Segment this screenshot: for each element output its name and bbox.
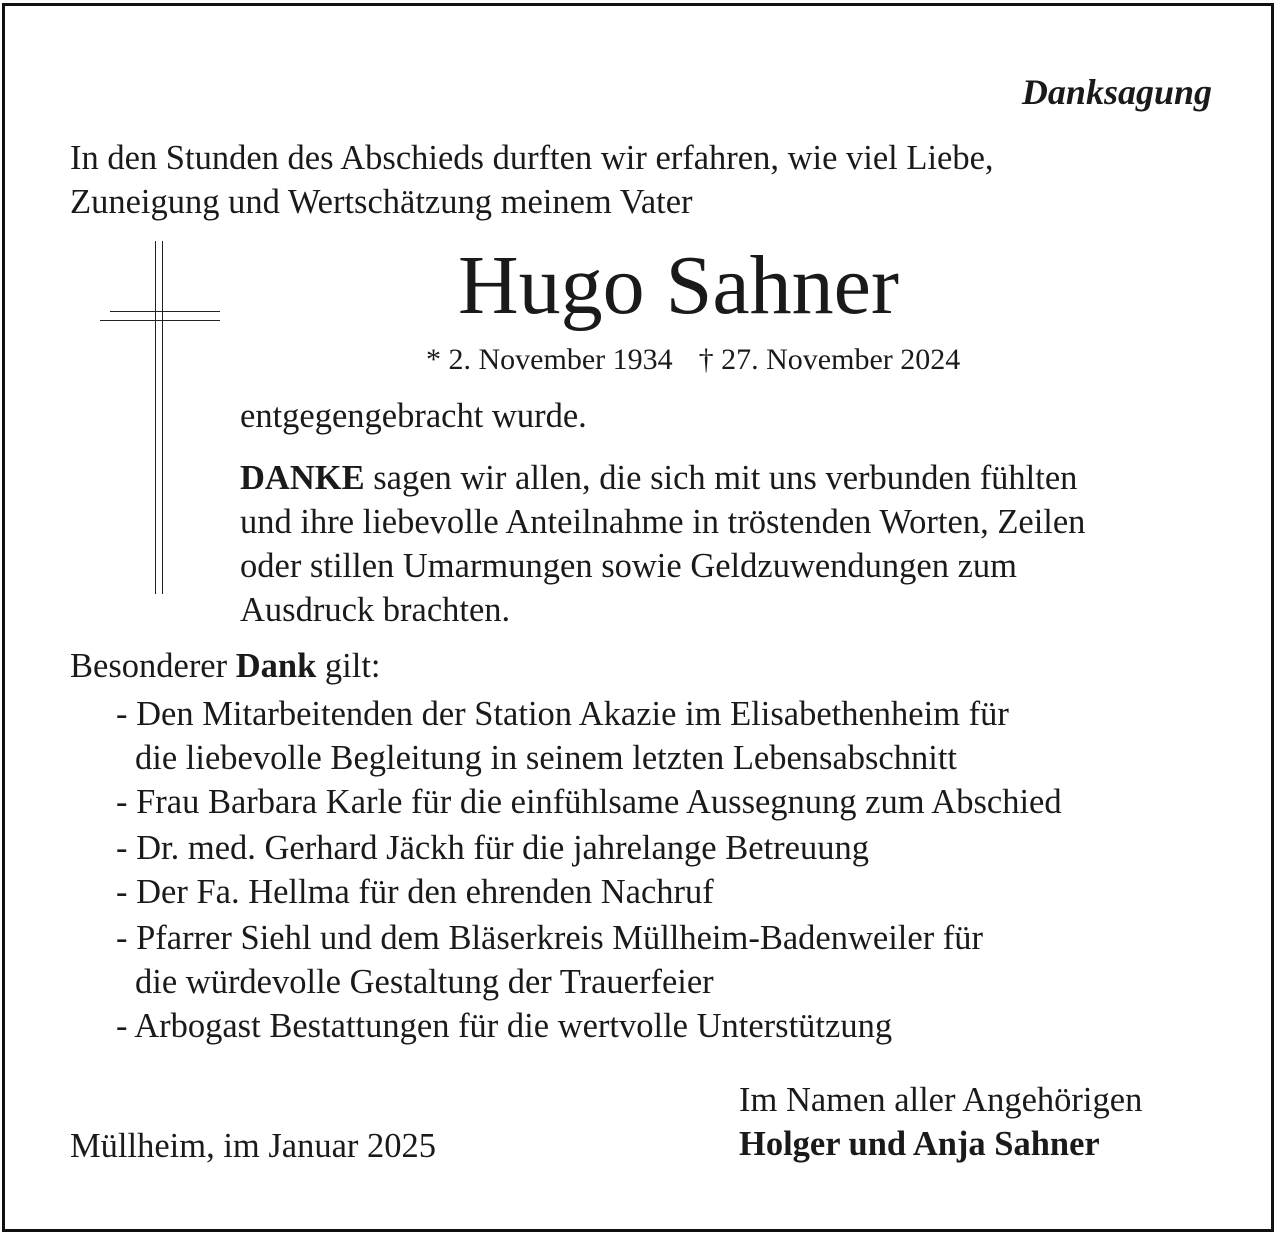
list-item: - Dr. med. Gerhard Jäckh für die jahrelange Betreuung (116, 829, 869, 867)
signature-line-1: Im Namen aller Angehörigen (739, 1081, 1143, 1119)
special-prefix: Besonderer (70, 647, 236, 685)
thanks-line-2: und ihre liebevolle Anteilnahme in tröstenden Worten, Zeilen (240, 503, 1086, 541)
death-date: † 27. November 2024 (698, 343, 961, 376)
special-suffix: gilt: (316, 647, 381, 685)
after-name-text: entgegengebracht wurde. (240, 397, 587, 435)
list-item: - Den Mitarbeitenden der Station Akazie im Elisabethenheim für (116, 695, 1009, 733)
list-item-continuation: die liebevolle Begleitung in seinem letzten Lebensabschnitt (135, 739, 958, 777)
thanks-line-1-rest: sagen wir allen, die sich mit uns verbunden fühlten (364, 459, 1078, 497)
life-dates (426, 340, 960, 380)
intro-line-1: In den Stunden des Abschieds durften wir erfahren, wie viel Liebe, (70, 139, 994, 177)
list-item: - Arbogast Bestattungen für die wertvolle Unterstützung (116, 1007, 893, 1045)
thanks-bold-word: DANKE (240, 459, 365, 497)
birth-date: * 2. November 1934 (426, 343, 673, 376)
special-bold: Dank (235, 647, 317, 685)
signature-names: Holger und Anja Sahner (739, 1125, 1100, 1163)
list-item: - Frau Barbara Karle für die einfühlsame Aussegnung zum Abschied (116, 783, 1062, 821)
special-thanks-heading (70, 644, 381, 688)
thanks-line-4: Ausdruck brachten. (240, 591, 511, 629)
list-item: - Der Fa. Hellma für den ehrenden Nachruf (116, 873, 714, 911)
thanks-line-1 (240, 456, 1077, 500)
list-item-continuation: die würdevolle Gestaltung der Trauerfeier (135, 963, 714, 1001)
deceased-name: Hugo Sahner (458, 239, 899, 332)
place-date: Müllheim, im Januar 2025 (70, 1127, 437, 1165)
notice-heading: Danksagung (1021, 72, 1212, 112)
thanks-line-3: oder stillen Umarmungen sowie Geldzuwendungen zum (240, 547, 1018, 585)
intro-line-2: Zuneigung und Wertschätzung meinem Vater (70, 183, 693, 221)
list-item: - Pfarrer Siehl und dem Bläserkreis Müllheim-Badenweiler für (116, 919, 984, 957)
